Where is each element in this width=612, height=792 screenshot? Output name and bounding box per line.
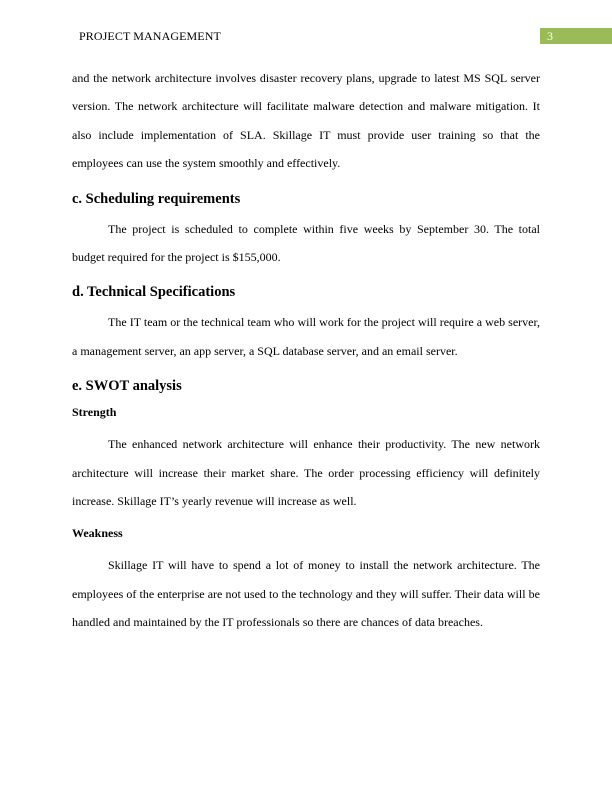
technical-heading: d. Technical Specifications xyxy=(72,284,236,301)
scheduling-heading: c. Scheduling requirements xyxy=(72,190,241,207)
weakness-paragraph: Skillage IT will have to spend a lot of money to install the network architecture. The employees of the enterprise are not used to the technology and they will suffer. Their data will be handled and maintained by the IT professionals so there are chances of data breaches. xyxy=(72,558,540,630)
running-head: PROJECT MANAGEMENT xyxy=(79,29,221,43)
strength-paragraph: The enhanced network architecture will enhance their productivity. The new network architecture will increase their market share. The order processing efficiency will definitely increase. Skillage IT’s yearly revenue will increase as well. xyxy=(72,437,540,509)
intro-paragraph: and the network architecture involves disaster recovery plans, upgrade to latest MS SQL server version. The network architecture will facilitate malware detection and malware mitigation. It also include implementation of SLA. Skillage IT must provide user training so that the employees can use the system smoothly and effectively. xyxy=(72,71,540,171)
weakness-heading: Weakness xyxy=(72,526,123,541)
document-body xyxy=(72,64,540,637)
swot-heading: e. SWOT analysis xyxy=(72,378,182,395)
technical-paragraph: The IT team or the technical team who will work for the project will require a web server, a management server, an app server, a SQL database server, and an email server. xyxy=(72,315,540,358)
strength-heading: Strength xyxy=(72,405,117,420)
scheduling-paragraph: The project is scheduled to complete within five weeks by September 30. The total budget required for the project is $155,000. xyxy=(72,221,540,265)
page-number: 3 xyxy=(540,28,612,44)
